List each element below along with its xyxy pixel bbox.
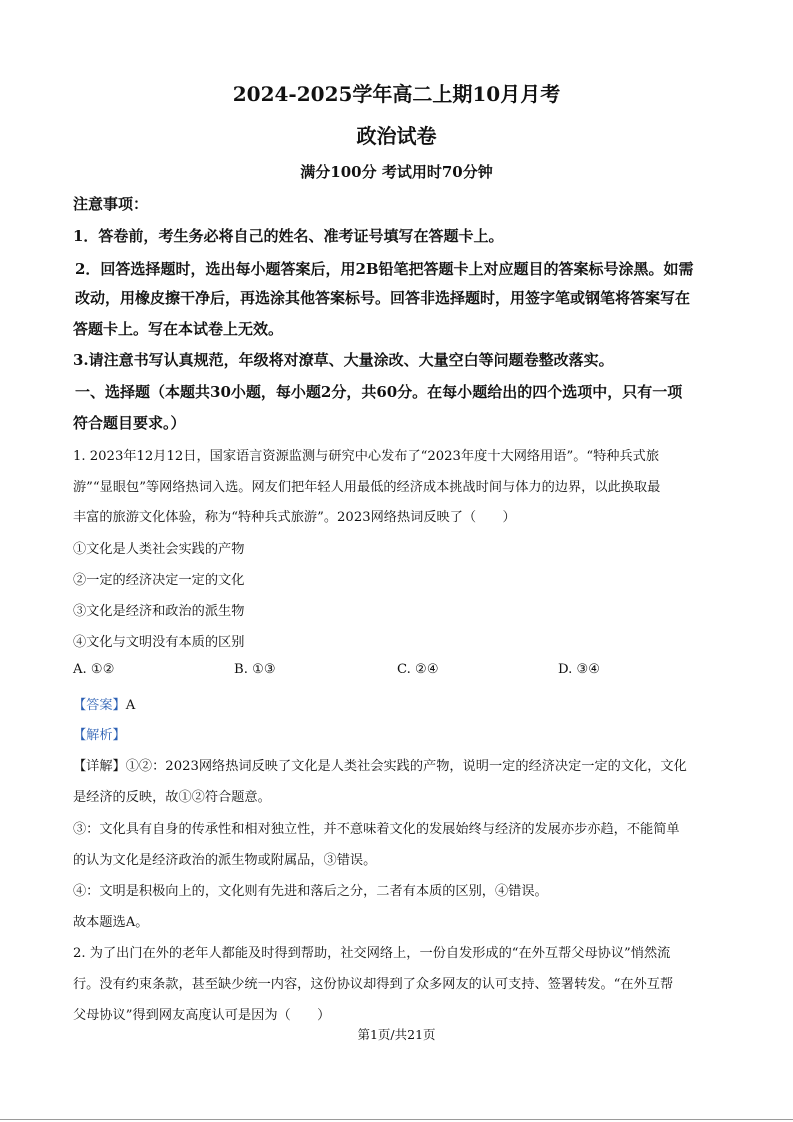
- detail-tag: 【详解】: [73, 759, 126, 774]
- q1-detail-2: 是经济的反映，故①②符合题意。: [73, 790, 271, 805]
- q1-option-a: A. ①②: [73, 662, 115, 677]
- page-bottom-divider: [0, 1119, 793, 1120]
- exam-title: 2024-2025学年高二上期10月月考: [232, 82, 561, 106]
- q1-stem-1: 1. 2023年12月12日，国家语言资源监测与研究中心发布了“2023年度十大网络用语”。“特种兵式旅: [73, 449, 660, 464]
- q1-item-3: ③文化是经济和政治的派生物: [73, 604, 245, 619]
- notes-line-2b: 改动，用橡皮擦干净后，再选涂其他答案标号。回答非选择题时，用签字笔或钢笔将答案写在: [75, 289, 691, 307]
- page-footer: 第1页/共21页: [357, 1027, 436, 1042]
- detail-text-1: ①②：2023网络热词反映了文化是人类社会实践的产物，说明一定的经济决定一定的文化，文化: [125, 759, 687, 774]
- q1-stem-3: 丰富的旅游文化体验，称为“特种兵式旅游”。2023网络热词反映了（ ）: [73, 510, 516, 525]
- q1-item-4: ④文化与文明没有本质的区别: [73, 635, 245, 650]
- notes-line-2c: 答题卡上。写在本试卷上无效。: [73, 320, 284, 338]
- q1-option-d: D. ③④: [558, 662, 601, 677]
- q1-detail-4: 的认为文化是经济政治的派生物或附属品，③错误。: [73, 853, 377, 868]
- q2-stem-2: 行。没有约束条款，甚至缺少统一内容，这份协议却得到了众多网友的认可支持、签署转发。“在外互帮: [73, 977, 674, 992]
- section-heading-1: 一、选择题（本题共30小题，每小题2分，共60分。在每小题给出的四个选项中，只有一项: [75, 383, 683, 401]
- q1-option-c: C. ②④: [397, 662, 439, 677]
- notes-line-1: 1．答卷前，考生务必将自己的姓名、准考证号填写在答题卡上。: [73, 227, 504, 245]
- notes-heading: 注意事项：: [73, 195, 149, 213]
- analysis-tag: 【解析】: [73, 728, 126, 743]
- q1-item-1: ①文化是人类社会实践的产物: [73, 542, 245, 557]
- section-heading-2: 符合题目要求。）: [73, 414, 186, 432]
- q2-stem-3: 父母协议”得到网友高度认可是因为（ ）: [73, 1008, 331, 1023]
- q1-detail-5: ④：文明是积极向上的，文化则有先进和落后之分，二者有本质的区别，④错误。: [73, 884, 548, 899]
- exam-info: 满分100分 考试用时70分钟: [300, 163, 493, 181]
- q1-detail-3: ③：文化具有自身的传承性和相对独立性，并不意味着文化的发展始终与经济的发展亦步亦趋，不能简单: [73, 822, 680, 837]
- q1-item-2: ②一定的经济决定一定的文化: [73, 573, 245, 588]
- answer-tag: 【答案】: [73, 698, 126, 713]
- subject-title: 政治试卷: [356, 124, 437, 148]
- answer-value: A: [125, 698, 136, 713]
- q1-answer-line: [73, 694, 135, 713]
- q1-stem-2: 游”“显眼包”等网络热词入选。网友们把年轻人用最低的经济成本挑战时间与体力的边界，以此换取最: [73, 480, 661, 495]
- notes-line-3: 3.请注意书写认真规范，年级将对潦草、大量涂改、大量空白等问题卷整改落实。: [73, 351, 614, 369]
- q1-option-b: B. ①③: [234, 662, 276, 677]
- q2-stem-1: 2. 为了出门在外的老年人都能及时得到帮助，社交网络上，一份自发形成的“在外互帮父母协议”悄然流: [73, 946, 671, 961]
- notes-line-2a: 2．回答选择题时，选出每小题答案后，用2B铅笔把答题卡上对应题目的答案标号涂黑。如需: [75, 260, 694, 278]
- q1-detail-1: [73, 755, 687, 774]
- q1-detail-6: 故本题选A。: [73, 915, 149, 930]
